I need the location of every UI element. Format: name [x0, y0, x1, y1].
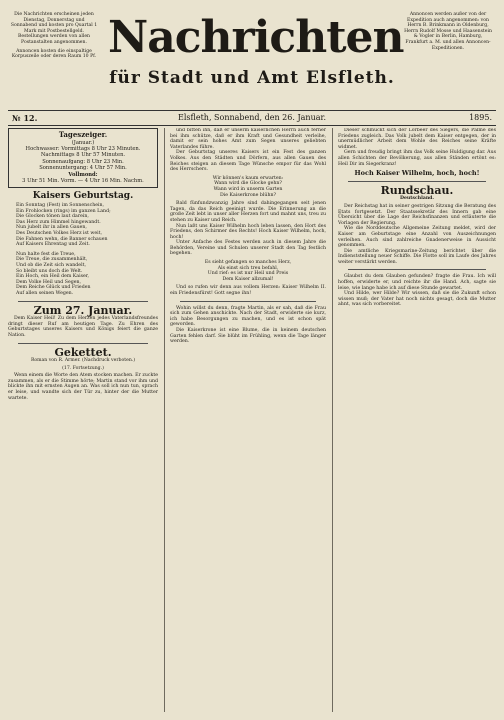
novel-text: Die Kaiserkrone ist eine Blume, die in keinem deutschen Garten fehlen darf. Sie blüht im Frühling, wenn die Tage länger werden. — [170, 328, 326, 345]
section-divider — [18, 301, 148, 302]
poem-line: Wann wird die Glocke gehn? — [214, 181, 282, 187]
poem-line: Dem Volke Heil und Segen, — [16, 279, 81, 285]
daily-info-title: Tageszeiger. — [58, 130, 108, 139]
poem-line: Wir können's kaum erwarten: — [212, 175, 284, 181]
novel-author: Roman von R. Armer. (Nachdruck verboten.) — [30, 358, 136, 364]
poem-line: Ein Sonntag (Fest) im Sonnenschein, — [16, 203, 105, 209]
novel-continuation: (17. Fortsetzung.) — [62, 365, 104, 371]
poem-line: So bleibt uns doch die Welt. — [16, 268, 83, 274]
article-text: Der Geburtstag unseres Kaisers ist ein Fest des ganzen Volkes. Aus den Städten und Dörfern, aus allen Gauen des Reiches steigen an diesem Tage Wünsche empor für das Wohl des Herrschers. — [170, 150, 326, 173]
issue-number: № 12. — [12, 113, 38, 123]
poem-line: Die Kaiserkrone blühn? — [220, 192, 276, 198]
article-title: Zum 27. Januar. — [33, 303, 133, 317]
article-text: Dem Kaiser Heil! Zu dem Herzen jedes Vaterlandsfreundes dringt dieser Ruf am heutigen Tage. Zu Ehren des Geburtstages unseres Kaisers und Königs feiert die ganze Nation. — [8, 316, 158, 338]
column-rule — [164, 128, 165, 712]
article-text: Wie die Norddeutsche Allgemeine Zeitung meldet, wird der Kaiser am Geburtstage eine Anzahl von Auszeichnungen verleihen. Auch sind zahlreiche Gnadenerweise in Aussicht genommen. — [338, 226, 496, 249]
subscription-text: Die Nachrichten erscheinen jeden Dienstag, Donnerstag und Sonnabend und kosten pro Quartal 1 Mark mit Postbestellgeld. Bestellungen werden von allen Postanstalten angenommen. — [10, 12, 98, 45]
novel-text: Und Hilde, wer Hilde? Wir wissen, daß sie die Zukunft schon wissen muß; der Vater hat noch nichts gesagt, doch die Mutter ahnt, was sich vorbereitet. — [338, 291, 496, 308]
daily-info-line: Sonnenaufgang: 8 Uhr 23 Min. — [42, 158, 124, 165]
poem-line: Es sieht gefangen so manches Herz, — [204, 260, 292, 266]
column-2 — [170, 128, 326, 712]
section-divider — [348, 181, 486, 182]
poem-line: Die Treue, die zusammenhält, — [16, 257, 88, 263]
article-text: Bald fünfundzwanzig Jahre sind dahingegangen seit jenen Tagen, da das Reich geeinigt wurde. Die Erinnerung an die große Zeit lebt in unser aller Herzen fort und mahnt uns, treu zu stehen zu Kaiser und Reich. — [170, 201, 326, 223]
section-title: Rundschau. — [380, 183, 454, 197]
issue-year: 1895. — [469, 113, 492, 122]
poem-title: Kaisers Geburtstag. — [32, 191, 134, 202]
inline-poem — [170, 260, 326, 282]
column-1 — [8, 128, 158, 712]
poem-line: Dem Reiche Glück und Frieden — [16, 285, 91, 291]
newspaper-page — [8, 6, 496, 714]
daily-info-line: Sonnenuntergang: 4 Uhr 57 Min. — [39, 165, 127, 172]
article-text: Dieser schmückt sich der Lorbeer des Siegers, die Palme des Friedens zugleich. Das Volk jubelt dem Kaiser entgegen, der in unermüdlicher Arbeit dem Wohle des Reiches seine Kräfte widmet. — [338, 128, 496, 150]
article-text: Und so rufen wir denn aus vollem Herzen: Kaiser Wilhelm II. ein Friedensfürst! Gott segne ihn! — [170, 285, 326, 297]
section-divider — [18, 343, 148, 344]
section-divider — [348, 269, 486, 270]
daily-info-line: Hochwasser: Vormittags 8 Uhr 23 Minuten. Nachmittags 8 Uhr 57 Minuten. — [25, 146, 141, 159]
cheer-line: Hoch Kaiser Wilhelm, hoch, hoch! — [354, 169, 480, 178]
novel-text: Wohin willst du denn, fragte Martin, als er sah, daß die Frau sich zum Gehen anschickte. Nach der Stadt, erwiderte sie kurz, ich habe Besorgungen zu machen, und es ist schon spät geworden. — [170, 305, 326, 328]
section-divider — [180, 301, 316, 302]
poem-line: Dem Kaiser allzumal! — [222, 276, 274, 282]
article-text: Die amtliche Kriegsmarine-Zeitung berichtet über die Indienststellung neuer Schiffe. Die Flotte soll im Laufe des Jahres weiter verstärkt werden. — [338, 248, 496, 265]
article-text: Nun laßt uns Kaiser Wilhelm hoch leben lassen, den Hort des Friedens, den Schirmer des Rechts! Hoch Kaiser Wilhelm, hoch, hoch! — [170, 223, 326, 240]
poem-line: Die Glocken tönen laut darein, — [16, 214, 89, 220]
poem — [8, 203, 158, 297]
poem-line: Wann wird in unserm Garten — [213, 186, 283, 192]
subscription-info — [10, 12, 98, 60]
novel-title: Gekettet. — [54, 345, 112, 359]
poem-line: Und ob die Zeit sich wandelt, — [16, 262, 86, 268]
newspaper-subtitle: für Stadt und Amt Elsfleth. — [109, 68, 395, 88]
inline-poem — [170, 176, 326, 198]
daily-info-line: 3 Uhr 51 Min. Vorm. — 4 Uhr 16 Min. Nachm. — [22, 178, 144, 185]
poem-line: Das Herz zum Himmel hingewandt. — [16, 219, 101, 225]
poem-line: Auf allen seinen Wegen. — [16, 290, 74, 296]
masthead — [8, 6, 496, 102]
poem-line: Des Deutschen Volkes Herz ist weit, — [16, 231, 102, 236]
advertising-info: Annoncen werden außer von der Expedition auch angenommen: von Herrn B. Brinkmann in Oldenburg, Herrn Rudolf Mosse und Haasenstein & Vogler in Berlin, Hamburg, Frankfurt a. M. und allen Annoncen-Expeditionen. — [404, 12, 492, 51]
article-text: Unter Anfache des Festes werden auch in diesem Jahre die Behörden, Vereine und Schulen unserer Stadt den Tag festlich begehen. — [170, 240, 326, 257]
poem-line: Die Fahnen wehn, die Banner schauen — [16, 236, 108, 242]
ad-price-text: Annoncen kosten die einspaltige Korpuszeile oder deren Raum 10 Pf. — [11, 48, 97, 60]
poem-line: Und rief: es ist nur Heil und Preis — [207, 271, 289, 277]
article-text: Gern und freudig bringt ihm das Volk seine Huldigung dar. Aus allen Schichten der Bevölkerung, aus allen Ständen ertönt es: Heil Dir im Siegerkranz! — [338, 150, 496, 167]
issue-date: Elsfleth, Sonnabend, den 26. Januar. — [178, 113, 326, 122]
dateline — [8, 110, 496, 126]
column-3 — [338, 128, 496, 712]
column-rule — [332, 128, 333, 712]
novel-text: Glaubst du dem Glauben gefunden? fragte die Frau. Ich will hoffen, erwiderte er, und reichte ihr die Hand. Ach, sagte sie leise, wie lange habe ich auf diese Stunde gewartet. — [338, 274, 496, 291]
daily-info-line: Vollmond: — [68, 171, 98, 178]
daily-info-box — [8, 128, 158, 188]
poem-line: Ein Frohlocken (rings) im ganzen Land; — [16, 208, 111, 214]
poem-line: Nun jubelt ihr in allen Gauen, — [16, 225, 87, 231]
article-text: und bitten ihn, daß er unserm kaiserlichen Herrn auch ferner bei ihm schütze, daß er ihm Kraft und Gesundheit verleihe, damit er sein hohes Amt zum Segen unseres geliebten Vaterlandes führe. — [170, 128, 326, 150]
novel-text: Wenn einem die Worte den Atem stocken machen. Er zuckte zusammen, als er die Stimme hörte; Martin stand vor ihm und blickte ihn mit ernsten Augen an. Was soll ich nun tun, sprach er leise, und wandte sich der Tür zu, hinter der die Mutter wartete. — [8, 373, 158, 401]
newspaper-title: Nachrichten — [108, 12, 404, 63]
article-text: Der Reichstag hat in seiner gestrigen Sitzung die Beratung des Etats fortgesetzt. Der Staatssekretär des Innern gab eine Übersicht über die Lage der Reichsfinanzen und erläuterte die Vorlagen der Regierung. — [338, 203, 496, 226]
poem-line: Auf Kaisers Ehrentag und Zeit. — [16, 242, 90, 248]
poem-line: Als einst sich treu befahl, — [217, 265, 279, 271]
poem-line: Nun halte fest die Treue, — [16, 251, 76, 257]
section-subtitle: Deutschland. — [400, 196, 434, 202]
daily-info-sub: (Januar.) — [71, 139, 95, 146]
poem-line: Ein Hoch, ein Heil dem Kaiser, — [16, 274, 89, 280]
